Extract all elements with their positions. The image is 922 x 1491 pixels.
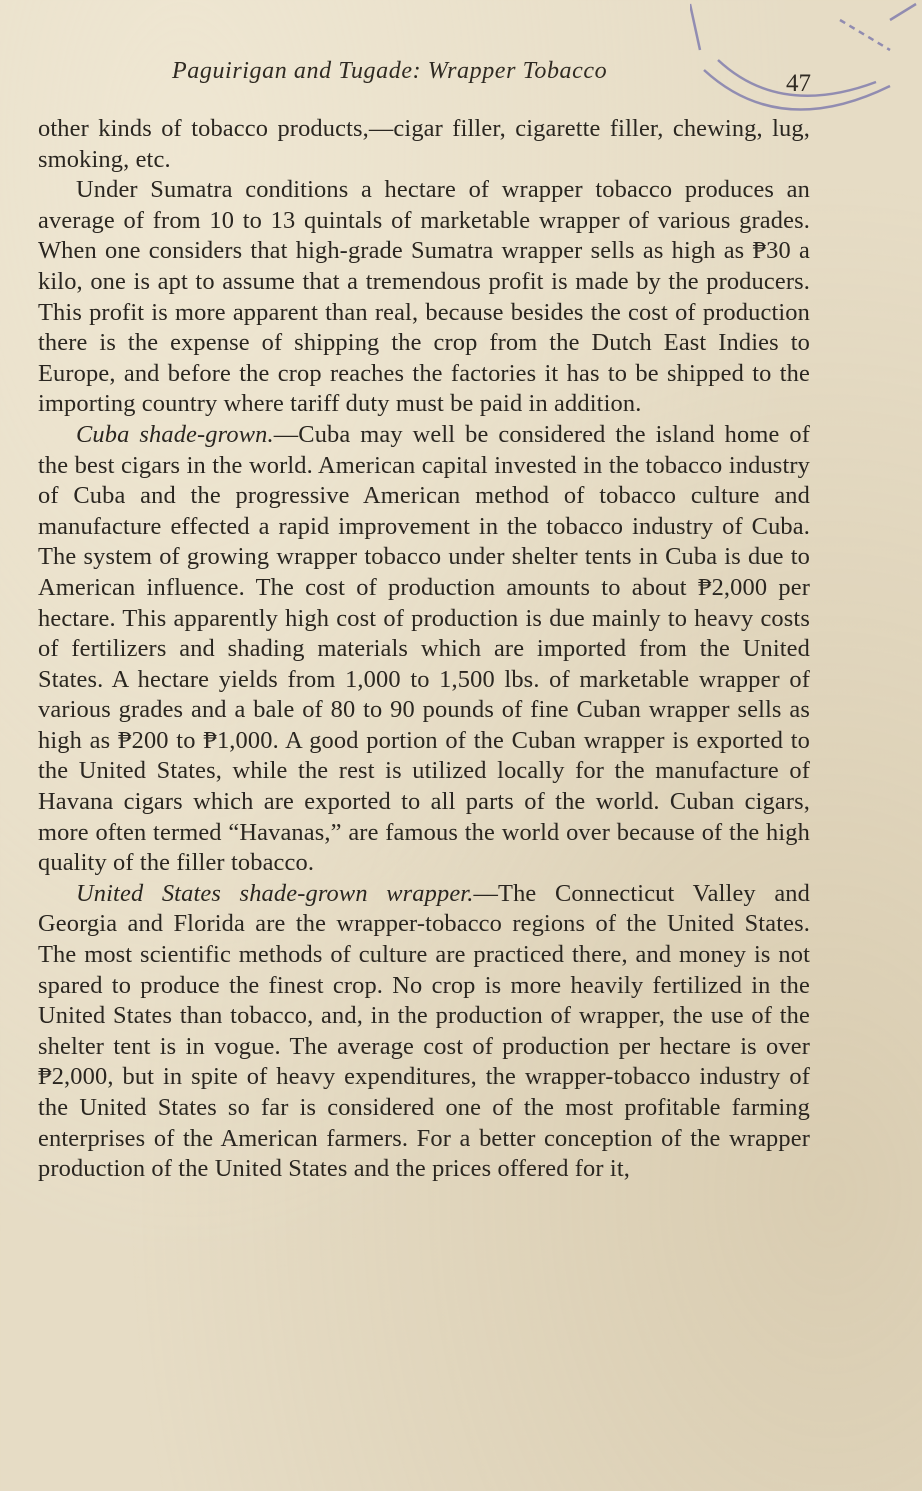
section-heading-united-states: United States shade-grown wrapper. bbox=[76, 879, 474, 907]
section-heading-cuba: Cuba shade-grown. bbox=[76, 420, 274, 448]
body-text bbox=[38, 114, 810, 1185]
paragraph-cuba bbox=[38, 420, 810, 879]
paragraph-sumatra bbox=[38, 175, 810, 420]
running-head: Paguirigan and Tugade: Wrapper Tobacco bbox=[172, 58, 608, 84]
page-number: 47 bbox=[786, 70, 811, 97]
paragraph-continuation bbox=[38, 114, 810, 175]
paragraph-text: —The Connecticut Valley and Georgia and Florida are the wrapper-tobacco regions of the United States. The most scientific methods of culture are practiced there, and money is not spared to produce the finest crop. No crop is more heavily fertilized in the United States than tobacco, and, in the production of wrapper, the use of the shelter tent is in vogue. The average cost of production per hectare is over ₱2,000, but in spite of heavy expenditures, the wrapper-tobacco industry of the United States so far is considered one of the most profitable farming enterprises of the American farmers. For a better conception of the wrapper production of the United States and the prices offered for it, bbox=[38, 879, 810, 1183]
paragraph-united-states bbox=[38, 879, 810, 1185]
paragraph-text: Under Sumatra conditions a hectare of wrapper tobacco produces an average of from 10 to 13 quintals of marketable wrapper of various grades. When one considers that high-grade Sumatra wrapper sells as high as ₱30 a kilo, one is apt to assume that a tremendous profit is made by the producers. This profit is more apparent than real, because besides the cost of production there is the expense of shipping the crop from the Dutch East Indies to Europe, and before the crop reaches the factories it has to be shipped to the importing country where tariff duty must be paid in addition. bbox=[38, 176, 810, 418]
paragraph-text: —Cuba may well be considered the island home of the best cigars in the world. American capital invested in the tobacco industry of Cuba and the progressive American method of tobacco culture and manufacture effected a rapid improvement in the tobacco industry of Cuba. The system of growing wrapper tobacco under shelter tents in Cuba is due to American influence. The cost of production amounts to about ₱2,000 per hectare. This apparently high cost of production is due mainly to heavy costs of fertilizers and shading materials which are imported from the United States. A hectare yields from 1,000 to 1,500 lbs. of marketable wrapper of various grades and a bale of 80 to 90 pounds of fine Cuban wrapper sells as high as ₱200 to ₱1,000. A good portion of the Cuban wrapper is exported to the United States, while the rest is utilized locally for the manufacture of Havana cigars which are exported to all parts of the world. Cuban cigars, more often termed “Havanas,” are famous the world over because of the high quality of the filler tobacco. bbox=[38, 420, 810, 877]
paragraph-text: other kinds of tobacco products,—cigar filler, cigarette filler, chewing, lug, smoking, etc. bbox=[38, 115, 810, 173]
library-stamp-mark bbox=[690, 0, 922, 130]
